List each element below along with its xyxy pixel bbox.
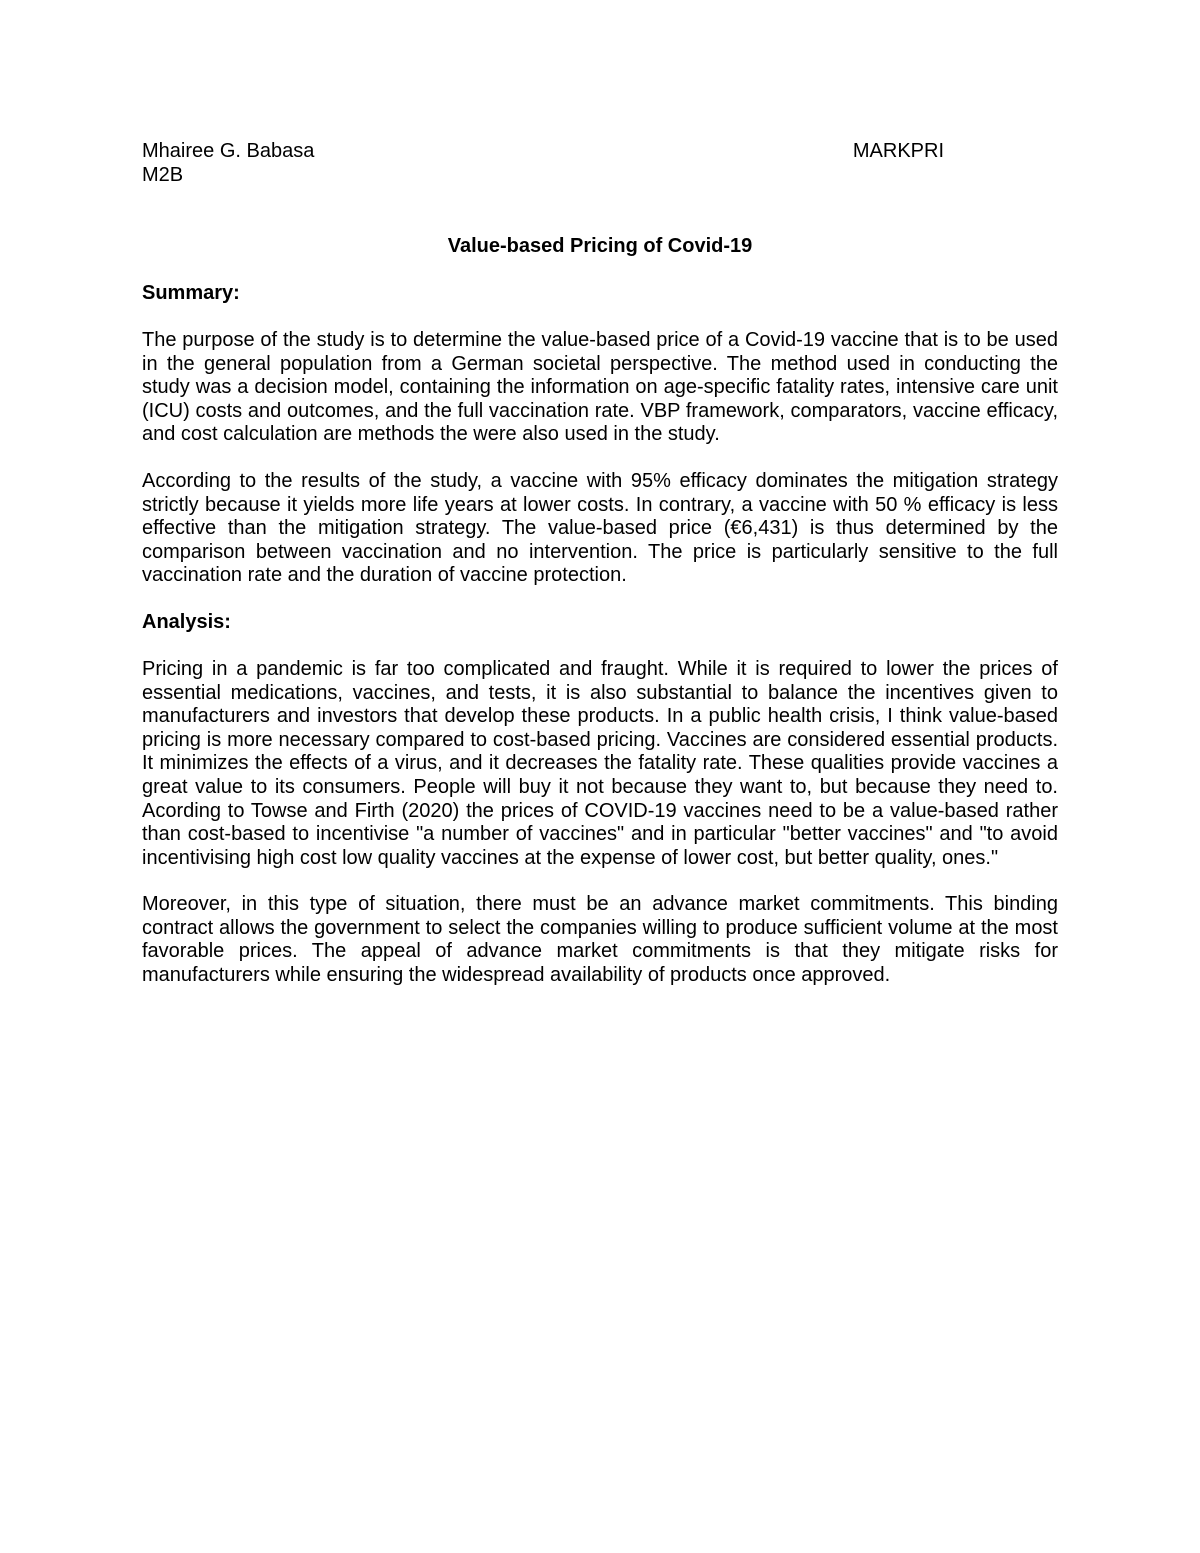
summary-paragraph: According to the results of the study, a vaccine with 95% efficacy dominates the mitigation strategy strictly because it yields more life years at lower costs. In contrary, a vaccine with 50 % efficacy is less effective than the mitigation strategy. The value-based price (€6,431) is thus determined by the comparison between vaccination and no intervention. The price is particularly sensitive to the full vaccination rate and the duration of vaccine protection. [142,469,1058,587]
analysis-heading: Analysis: [142,610,231,633]
analysis-paragraph: Pricing in a pandemic is far too complicated and fraught. While it is required to lower the prices of essential medications, vaccines, and tests, it is also substantial to balance the incentives given to manufacturers and investors that develop these products. In a public health crisis, I think value-based pricing is more necessary compared to cost-based pricing. Vaccines are considered essential products. It minimizes the effects of a virus, and it decreases the fatality rate. These qualities provide vaccines a great value to its consumers. People will buy it not because they want to, but because they need to. Acording to Towse and Firth (2020) the prices of COVID-19 vaccines need to be a value-based rather than cost-based to incentivise "a number of vaccines" and in particular "better vaccines" and "to avoid incentivising high cost low quality vaccines at the expense of lower cost, but better quality, ones." [142,657,1058,869]
author-name: Mhairee G. Babasa [142,140,315,162]
analysis-paragraph: Moreover, in this type of situation, there must be an advance market commitments. This binding contract allows the government to select the companies willing to produce sufficient volume at the most favorable prices. The appeal of advance market commitments is that they mitigate risks for manufacturers while ensuring the widespread availability of products once approved. [142,893,1058,987]
document-body [142,140,1058,988]
section-code: M2B [142,164,184,186]
summary-heading: Summary: [142,282,240,304]
document-title: Value-based Pricing of Covid-19 [447,235,753,257]
course-code: MARKPRI [852,140,944,162]
header-row [142,140,1058,164]
summary-paragraph: The purpose of the study is to determine the value-based price of a Covid-19 vaccine that is to be used in the general population from a German societal perspective. The method used in conducting the study was a decision model, containing the information on age-specific fatality rates, intensive care unit (ICU) costs and outcomes, and the full vaccination rate. VBP framework, comparators, vaccine efficacy, and cost calculation are methods the were also used in the study. [142,329,1058,446]
